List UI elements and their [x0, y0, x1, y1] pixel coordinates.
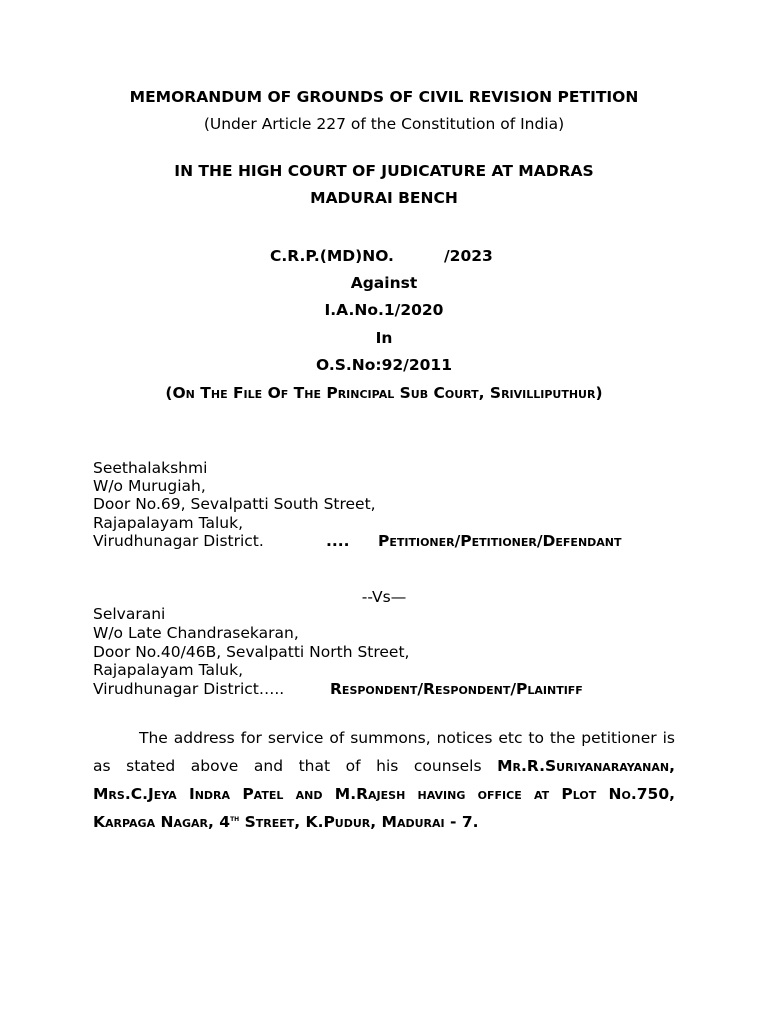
in-label: In — [375, 329, 393, 347]
petitioner-dots: .... — [326, 532, 350, 550]
ordinal-suffix: th — [230, 814, 240, 824]
petitioner-district: Virudhunagar District. — [93, 532, 264, 550]
versus-label: --Vs— — [361, 588, 407, 606]
respondent-district: Virudhunagar District….. — [93, 680, 285, 698]
document-subtitle: (Under Article 227 of the Constitution of India) — [203, 115, 565, 133]
petitioner-relation: W/o Murugiah, — [93, 477, 206, 495]
petitioner-taluk: Rajapalayam Taluk, — [93, 514, 244, 532]
counsels-names: Mr.R.Suriyanarayanan, Mrs.C.Jeya Indra Patel and M.Rajesh having office at Plot No.750, Karpaga Nagar, 4 — [93, 757, 675, 831]
crp-number-year: /2023 — [444, 247, 493, 265]
against-label: Against — [350, 274, 418, 292]
petitioner-name: Seethalakshmi — [93, 459, 208, 477]
court-of-file: (On The File Of The Principal Sub Court, Srivilliputhur) — [165, 384, 603, 402]
petitioner-address: Door No.69, Sevalpatti South Street, — [93, 495, 376, 513]
court-name: IN THE HIGH COURT OF JUDICATURE AT MADRAS — [174, 162, 594, 180]
office-address-end: Street, K.Pudur, Madurai - 7. — [239, 813, 479, 831]
document-title: MEMORANDUM OF GROUNDS OF CIVIL REVISION PETITION — [129, 88, 639, 106]
respondent-relation: W/o Late Chandrasekaran, — [93, 624, 299, 642]
respondent-address: Door No.40/46B, Sevalpatti North Street, — [93, 643, 410, 661]
service-text: The address for service of summons, notices etc to the petitioner is as stated above and that of his counsels — [93, 729, 675, 775]
ia-number: I.A.No.1/2020 — [324, 301, 444, 319]
service-address-paragraph — [93, 724, 675, 836]
os-number: O.S.No:92/2011 — [316, 356, 452, 374]
bench-name: MADURAI BENCH — [310, 189, 458, 207]
crp-number-prefix: C.R.P.(MD)NO. — [270, 247, 394, 265]
respondent-name: Selvarani — [93, 605, 166, 623]
respondent-taluk: Rajapalayam Taluk, — [93, 661, 244, 679]
respondent-role: Respondent/Respondent/Plaintiff — [330, 680, 583, 698]
petitioner-role: Petitioner/Petitioner/Defendant — [378, 532, 622, 550]
